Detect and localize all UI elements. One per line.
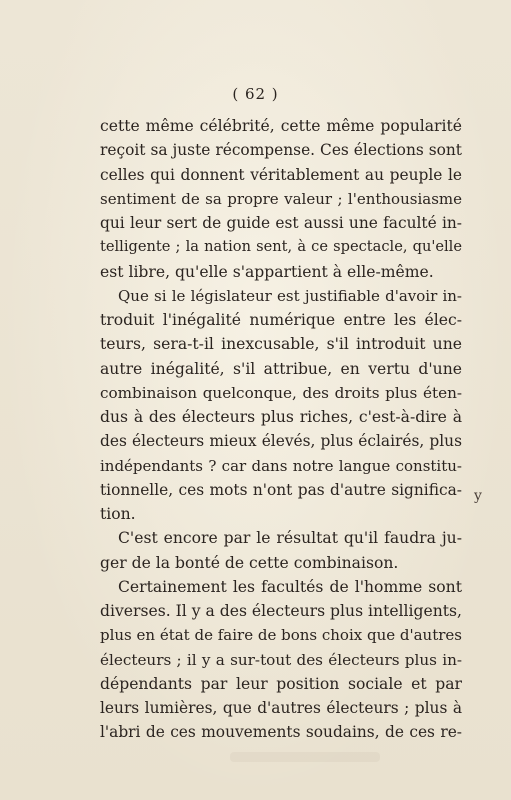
text-line: dépendants par leur position sociale et par	[100, 674, 462, 693]
text-line: diverses. Il y a des électeurs plus intelligents,	[100, 602, 462, 620]
text-line: cette même célébrité, cette même popularité	[100, 117, 462, 135]
text-line: autre inégalité, s'il attribue, en vertu d'une	[100, 359, 462, 378]
text-line: tionnelle, ces mots n'ont pas d'autre significa-	[100, 480, 462, 499]
text-line: qui leur sert de guide est aussi une faculté in-	[100, 214, 462, 232]
body-text	[100, 114, 462, 745]
text-line: dus à des électeurs plus riches, c'est-à-dire à	[100, 408, 462, 426]
text-line: Certainement les facultés de l'homme sont	[118, 577, 462, 596]
text-line: Que si le législateur est justifiable d'avoir in-	[118, 286, 462, 305]
text-line: leurs lumières, que d'autres électeurs ; plus à	[100, 699, 462, 717]
text-line: telligente ; la nation sent, à ce spectacle, qu'elle	[100, 238, 462, 256]
page-number: ( 62 )	[232, 85, 279, 103]
text-line: l'abri de ces mouvements soudains, de ces re-	[100, 723, 462, 742]
text-line: C'est encore par le résultat qu'il faudra ju-	[118, 529, 462, 548]
text-line: tion.	[100, 505, 136, 523]
text-line: reçoit sa juste récompense. Ces élections sont	[100, 141, 462, 160]
text-line: ger de la bonté de cette combinaison.	[100, 553, 399, 572]
text-line: teurs, sera-t-il inexcusable, s'il introduit une	[100, 335, 462, 354]
text-line: troduit l'inégalité numérique entre les élec-	[100, 311, 462, 329]
show-through-stain	[230, 752, 380, 762]
text-line: combinaison quelconque, des droits plus éten-	[100, 383, 462, 402]
margin-annotation: y	[474, 488, 482, 504]
text-line: électeurs ; il y a sur-tout des électeurs plus in-	[100, 650, 462, 669]
text-line: sentiment de sa propre valeur ; l'enthousiasme	[100, 189, 462, 208]
text-line: indépendants ? car dans notre langue constitu-	[100, 456, 462, 475]
text-line: des électeurs mieux élevés, plus éclairés, plus	[100, 432, 462, 451]
text-line: est libre, qu'elle s'appartient à elle-même.	[100, 262, 434, 281]
text-line: celles qui donnent véritablement au peuple le	[100, 165, 462, 184]
text-line: plus en état de faire de bons choix que d'autres	[100, 626, 462, 645]
